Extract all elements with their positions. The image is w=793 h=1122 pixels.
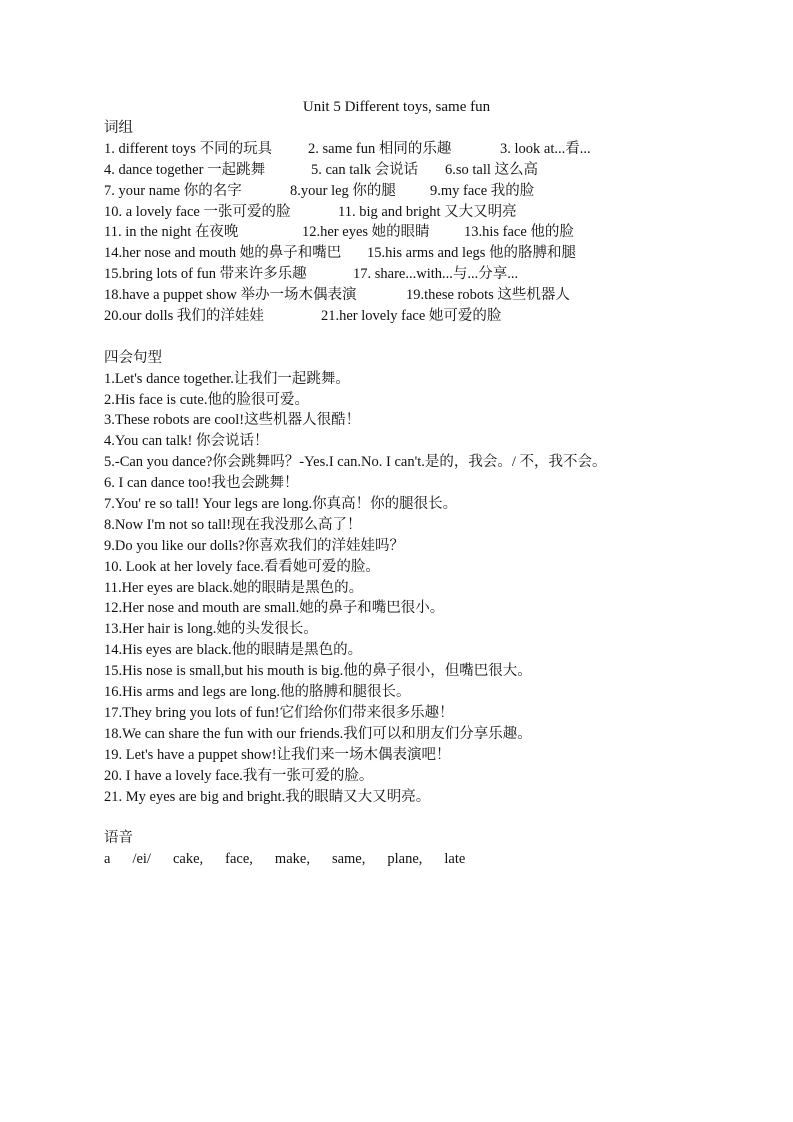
sentence: 16.His arms and legs are long.他的胳膊和腿很长。 [104, 684, 411, 701]
vocab-row [104, 181, 774, 202]
vocab-item: 15.bring lots of fun 带来许多乐趣 [104, 266, 307, 283]
sentence: 9.Do you like our dolls?你喜欢我们的洋娃娃吗？ [104, 537, 405, 554]
sentence: 13.Her hair is long.她的头发很长。 [104, 621, 318, 638]
sentence: 7.You' re so tall! Your legs are long.你真高！你的腿很长。 [104, 496, 458, 513]
vocab-item: 8.your leg 你的腿 [290, 182, 396, 199]
vocab-item: 19.these robots 这些机器人 [406, 287, 570, 304]
vocab-item: 5. can talk 会说话 [311, 161, 419, 178]
vocab-item: 9.my face 我的脸 [430, 182, 535, 199]
phonics-letter: a [104, 851, 111, 868]
phonics-word: same, [331, 851, 366, 868]
document-body [104, 118, 774, 870]
sentence: 20. I have a lovely face.我有一张可爱的脸。 [104, 767, 374, 784]
vocab-row [104, 285, 774, 306]
vocab-item: 3. look at...看... [500, 140, 591, 157]
sentence: 18.We can share the fun with our friends.我们可以和朋友们分享乐趣。 [104, 725, 532, 742]
phonics-word: make, [274, 851, 310, 868]
vocab-item: 1. different toys 不同的玩具 [104, 140, 273, 157]
vocab-row [104, 222, 774, 243]
vocab-item: 7. your name 你的名字 [104, 182, 242, 199]
vocab-item: 17. share...with...与...分享... [353, 266, 519, 283]
vocab-item: 10. a lovely face 一张可爱的脸 [104, 203, 291, 220]
vocab-item: 21.her lovely face 她可爱的脸 [321, 308, 502, 325]
sentence: 2.His face is cute.他的脸很可爱。 [104, 391, 309, 408]
sentence: 14.His eyes are black.他的眼睛是黑色的。 [104, 642, 363, 659]
sentence: 1.Let's dance together.让我们一起跳舞。 [104, 370, 350, 387]
vocab-item: 18.have a puppet show 举办一场木偶表演 [104, 287, 357, 304]
sentence: 4.You can talk! 你会说话！ [104, 433, 269, 450]
vocab-item: 11. in the night 在夜晚 [104, 224, 239, 241]
sentence: 19. Let's have a puppet show!让我们来一场木偶表演吧！ [104, 746, 451, 763]
vocab-row [104, 264, 774, 285]
sentence: 17.They bring you lots of fun!它们给你们带来很多乐趣！ [104, 704, 454, 721]
sentence: 10. Look at her lovely face.看看她可爱的脸。 [104, 558, 380, 575]
vocab-item: 6.so tall 这么高 [445, 161, 539, 178]
blank-line [104, 327, 774, 348]
phonics-row [104, 849, 774, 870]
sentence: 8.Now I'm not so tall!现在我没那么高了！ [104, 516, 362, 533]
vocab-row [104, 202, 774, 223]
vocab-item: 12.her eyes 她的眼睛 [302, 224, 430, 241]
page-title: Unit 5 Different toys, same fun [302, 99, 491, 115]
sentence: 5.-Can you dance?你会跳舞吗？-Yes.I can.No. I can't.是的，我会。/ 不，我不会。 [104, 454, 607, 471]
sentence: 15.His nose is small,but his mouth is big.他的鼻子很小，但嘴巴很大。 [104, 663, 532, 680]
vocab-heading: 词组 [104, 120, 133, 136]
vocab-row [104, 243, 774, 264]
sentence: 12.Her nose and mouth are small.她的鼻子和嘴巴很小。 [104, 600, 445, 617]
vocab-row [104, 139, 774, 160]
phonics-word: plane, [387, 851, 423, 868]
phonics-sound: /ei/ [132, 851, 151, 868]
vocab-row [104, 160, 774, 181]
vocab-item: 2. same fun 相同的乐趣 [308, 140, 452, 157]
vocab-item: 20.our dolls 我们的洋娃娃 [104, 308, 264, 325]
phonics-word: face, [225, 851, 253, 868]
vocab-item: 11. big and bright 又大又明亮 [338, 203, 517, 220]
phonics-heading: 语音 [104, 830, 133, 847]
sentence: 6. I can dance too!我也会跳舞！ [104, 475, 299, 492]
sentence: 3.These robots are cool!这些机器人很酷！ [104, 412, 361, 429]
phonics-word: late [444, 851, 466, 868]
sentence: 21. My eyes are big and bright.我的眼睛又大又明亮。 [104, 788, 431, 805]
phonics-word: cake, [172, 851, 204, 868]
vocab-item: 15.his arms and legs 他的胳膊和腿 [367, 245, 577, 262]
vocab-item: 13.his face 他的脸 [464, 224, 574, 241]
sentence: 11.Her eyes are black.她的眼睛是黑色的。 [104, 579, 364, 596]
vocab-item: 14.her nose and mouth 她的鼻子和嘴巴 [104, 245, 342, 262]
vocab-item: 4. dance together 一起跳舞 [104, 161, 266, 178]
vocab-row [104, 306, 774, 327]
sentences-heading: 四会句型 [104, 349, 162, 366]
blank-line [104, 807, 774, 828]
